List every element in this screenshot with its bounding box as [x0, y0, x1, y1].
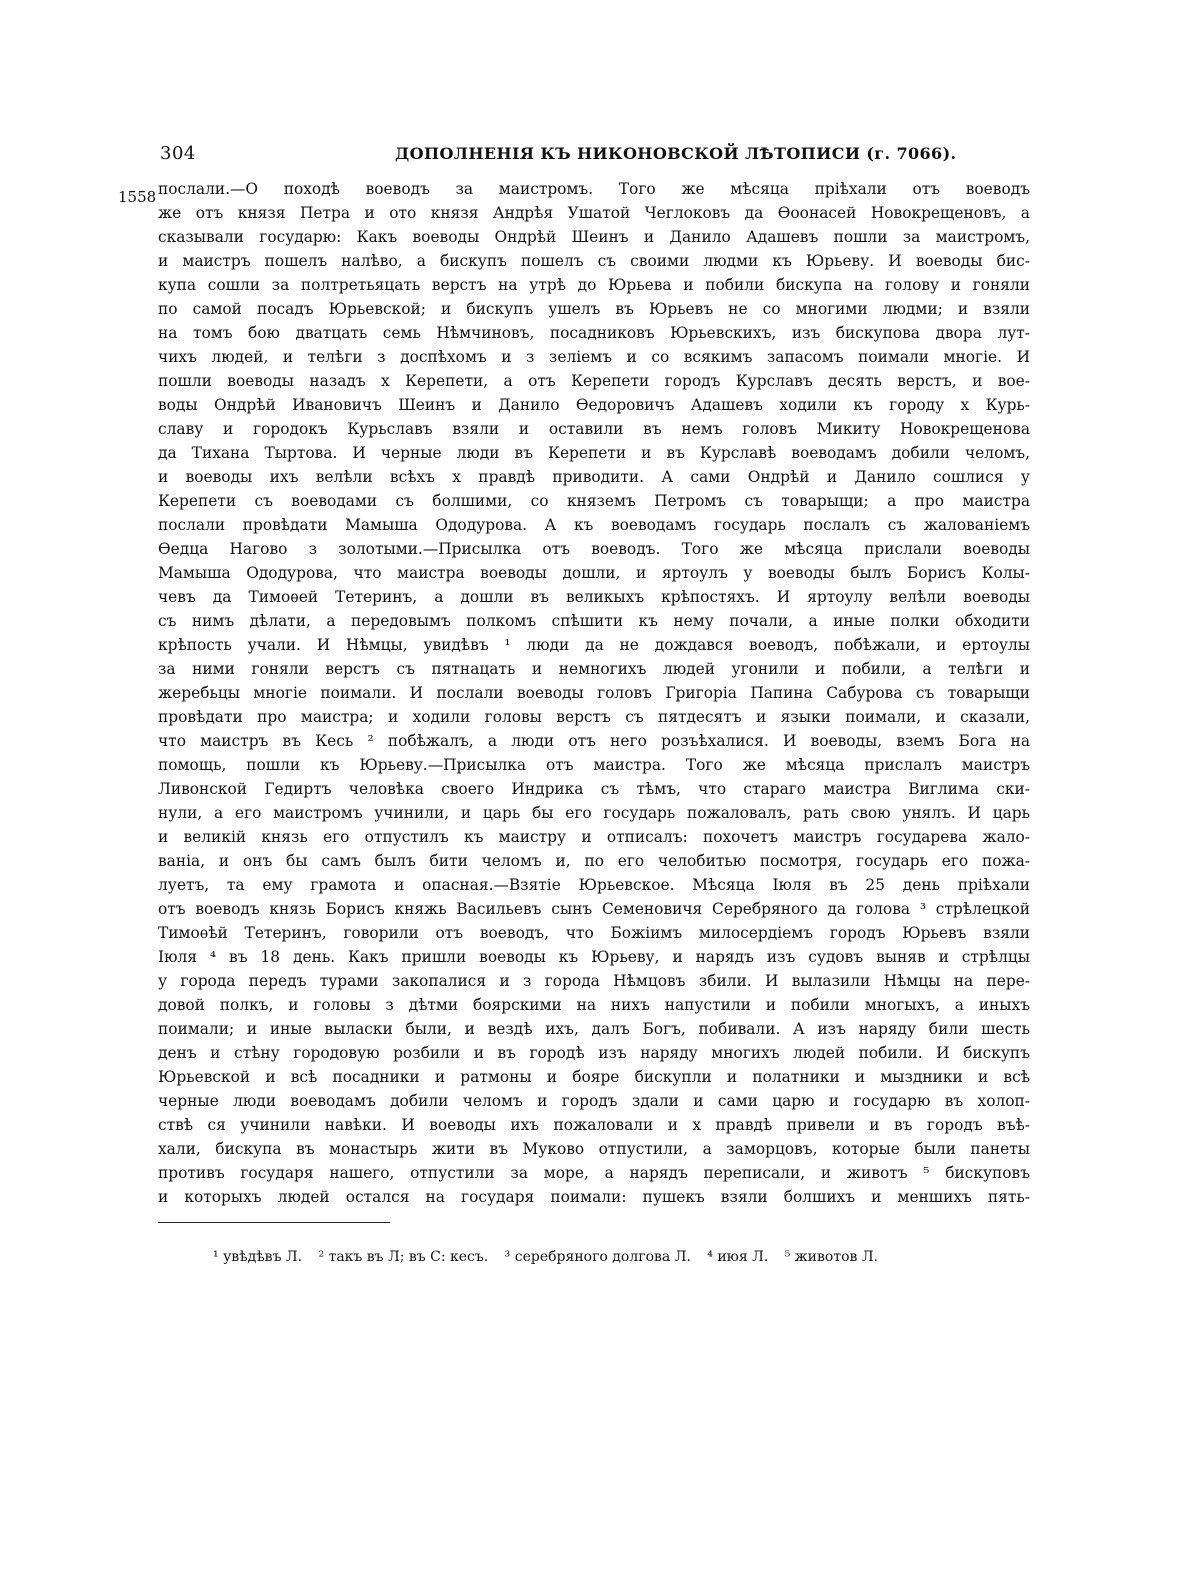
- text-line: крѣпость учали. И Нѣмцы, увидѣвъ ¹ люди да не дождався воеводъ, побѣжали, и ертоулы: [158, 636, 1030, 654]
- footnotes: [213, 1249, 890, 1265]
- text-line: съ нимъ дѣлати, а передовымъ полкомъ спѣшити къ нему почали, а иные полки обходити: [158, 612, 1030, 630]
- text-line: да Тихана Тыртова. И черные люди въ Керепети и въ Курславѣ воеводамъ добили челомъ,: [158, 444, 1030, 462]
- running-title: ДОПОЛНЕНІЯ КЪ НИКОНОВСКОЙ ЛѢТОПИСИ (г. 7066).: [395, 144, 957, 163]
- text-line: славу и городокъ Курьславъ взяли и оставили въ немъ головъ Микиту Новокрещенова: [158, 420, 1030, 438]
- footnote-divider: [158, 1222, 390, 1223]
- text-line: помощь, пошли къ Юрьеву.—Присылка отъ маистра. Того же мѣсяца прислалъ маистръ: [158, 756, 1030, 774]
- text-line: Мамыша Ододурова, что маистра воеводы дошли, и яртоулъ у воеводы былъ Борисъ Колы-: [158, 564, 1030, 582]
- text-line: денъ и стѣну городовую розбили и въ городѣ изъ наряду многихъ людей побили. И бискупъ: [158, 1044, 1030, 1062]
- text-line: Ѳедца Нагово з золотыми.—Присылка отъ воеводъ. Того же мѣсяца прислали воеводы: [158, 540, 1030, 558]
- text-line: послали.—О походѣ воеводъ за маистромъ. Того же мѣсяца пріѣхали отъ воеводъ: [158, 180, 1030, 198]
- footnote-5: ⁵ животов Л.: [784, 1249, 878, 1265]
- text-line: и воеводы ихъ велѣли всѣхъ х правдѣ приводити. А сами Ондрѣй и Данило сошлися у: [158, 468, 1030, 486]
- text-line: поимали; и иные выласки были, и вездѣ ихъ, далъ Богъ, побивали. А изъ наряду били шесть: [158, 1020, 1030, 1038]
- footnote-2: ² такъ въ Л; въ С: кесъ.: [318, 1249, 489, 1265]
- text-line: послали провѣдати Мамыша Ододурова. А къ воеводамъ государь послалъ съ жалованіемъ: [158, 516, 1030, 534]
- text-line: за ними гоняли верстъ съ пятнацать и немногихъ людей угонили и побили, а телѣги и: [158, 660, 1030, 678]
- text-line: на томъ бою дватцать семь Нѣмчиновъ, посадниковъ Юрьевскихъ, изъ бискупова двора лут-: [158, 324, 1030, 342]
- text-line: ствѣ ся учинили навѣки. И воеводы ихъ пожаловали и х правдѣ привели и въ городъ въѣ-: [158, 1116, 1030, 1134]
- text-line: провѣдати про маистра; и ходили головы верстъ съ пятдесятъ и языки поимали, и сказали,: [158, 708, 1030, 726]
- text-line: противъ государя нашего, отпустили за море, а нарядъ переписали, и животъ ⁵ бискуповъ: [158, 1164, 1030, 1182]
- text-line: луетъ, та ему грамота и опасная.—Взятіе Юрьевское. Мѣсяца Іюля въ 25 день пріѣхали: [158, 876, 1030, 894]
- text-line: отъ воеводъ князь Борисъ княжь Васильевъ сынъ Семеновичя Серебряного да голова ³ стрѣлецкой: [158, 900, 1030, 918]
- text-line: и которыхъ людей остался на государя поимали: пушекъ взяли болшихъ и меншихъ пять-: [158, 1188, 1030, 1206]
- text-line: по самой посадъ Юрьевской; и бискупъ ушелъ въ Юрьевъ не со многими людми; и взяли: [158, 300, 1030, 318]
- text-line: и маистръ пошелъ налѣво, а бискупъ пошелъ съ своими людми къ Юрьеву. И воеводы бис-: [158, 252, 1030, 270]
- footnote-1: ¹ увѣдѣвъ Л.: [213, 1249, 303, 1265]
- text-line: довой полкъ, и головы з дѣтми боярскими на нихъ напустили и побили многыхъ, а иныхъ: [158, 996, 1030, 1014]
- text-line: же отъ князя Петра и ото князя Андрѣя Ушатой Чеглоковъ да Ѳоонасей Новокрещеновъ, а: [158, 204, 1030, 222]
- page-number: 304: [160, 143, 196, 164]
- footnote-4: ⁴ июя Л.: [707, 1249, 769, 1265]
- text-line: у города передъ турами закопалися и з города Нѣмцовъ збили. И вылазили Нѣмцы на пере-: [158, 972, 1030, 990]
- text-line: Іюля ⁴ въ 18 день. Какъ пришли воеводы къ Юрьеву, и нарядъ изъ судовъ выняв и стрѣлцы: [158, 948, 1030, 966]
- text-line: пошли воеводы назадъ х Керепети, а отъ Керепети городъ Курславъ десять верстъ, и вое-: [158, 372, 1030, 390]
- margin-year: 1558: [118, 188, 157, 206]
- text-line: черные люди воеводамъ добили челомъ и городъ здали и сами царю и государю въ холоп-: [158, 1092, 1030, 1110]
- text-line: чихъ людей, и телѣги з доспѣхомъ и з зеліемъ и со всякимъ запасомъ поимали многіе. И: [158, 348, 1030, 366]
- footnote-3: ³ серебряного долгова Л.: [504, 1249, 691, 1265]
- text-line: Ливонской Гедиртъ человѣка своего Индрика съ тѣмъ, что стараго маистра Виглима ски-: [158, 780, 1030, 798]
- body-text: [158, 177, 1030, 1209]
- text-line: нули, а его маистромъ учинили, и царь бы его государь пожаловалъ, рать свою унялъ. И царь: [158, 804, 1030, 822]
- text-line: Юрьевской и всѣ посадники и ратмоны и бояре бискупли и полатники и мыздники и всѣ: [158, 1068, 1030, 1086]
- text-line: сказывали государю: Какъ воеводы Ондрѣй Шеинъ и Данило Адашевъ пошли за маистромъ,: [158, 228, 1030, 246]
- text-line: Керепети съ воеводами съ болшими, со княземъ Петромъ съ товарыщи; а про маистра: [158, 492, 1030, 510]
- text-line: чевъ да Тимоѳей Тетеринъ, а дошли въ великыхъ крѣпостяхъ. И яртоулу велѣли воеводы: [158, 588, 1030, 606]
- text-line: что маистръ въ Кесь ² побѣжалъ, а люди отъ него розъѣхалися. И воеводы, вземъ Бога на: [158, 732, 1030, 750]
- text-line: Тимоѳѣй Тетеринъ, говорили отъ воеводъ, что Божіимъ милосердіемъ городъ Юрьевъ взяли: [158, 924, 1030, 942]
- text-line: купа сошли за полтретьяцать верстъ на утрѣ до Юрьева и побили бискупа на голову и гоняли: [158, 276, 1030, 294]
- text-line: воды Ондрѣй Ивановичъ Шеинъ и Данило Ѳедоровичъ Адашевъ ходили къ городу х Курь-: [158, 396, 1030, 414]
- text-line: хали, бискупа въ монастырь жити въ Муково отпустили, а заморцовъ, которые были панеты: [158, 1140, 1030, 1158]
- text-line: жеребьцы многіе поимали. И послали воеводы головъ Григоріа Папина Сабурова съ товарыщи: [158, 684, 1030, 702]
- text-line: и великій князь его отпустилъ къ маистру и отписалъ: похочетъ маистръ государева жало-: [158, 828, 1030, 846]
- text-line: ваніа, и онъ бы самъ былъ бити челомъ и, по его челобитью посмотря, государь его пожа-: [158, 852, 1030, 870]
